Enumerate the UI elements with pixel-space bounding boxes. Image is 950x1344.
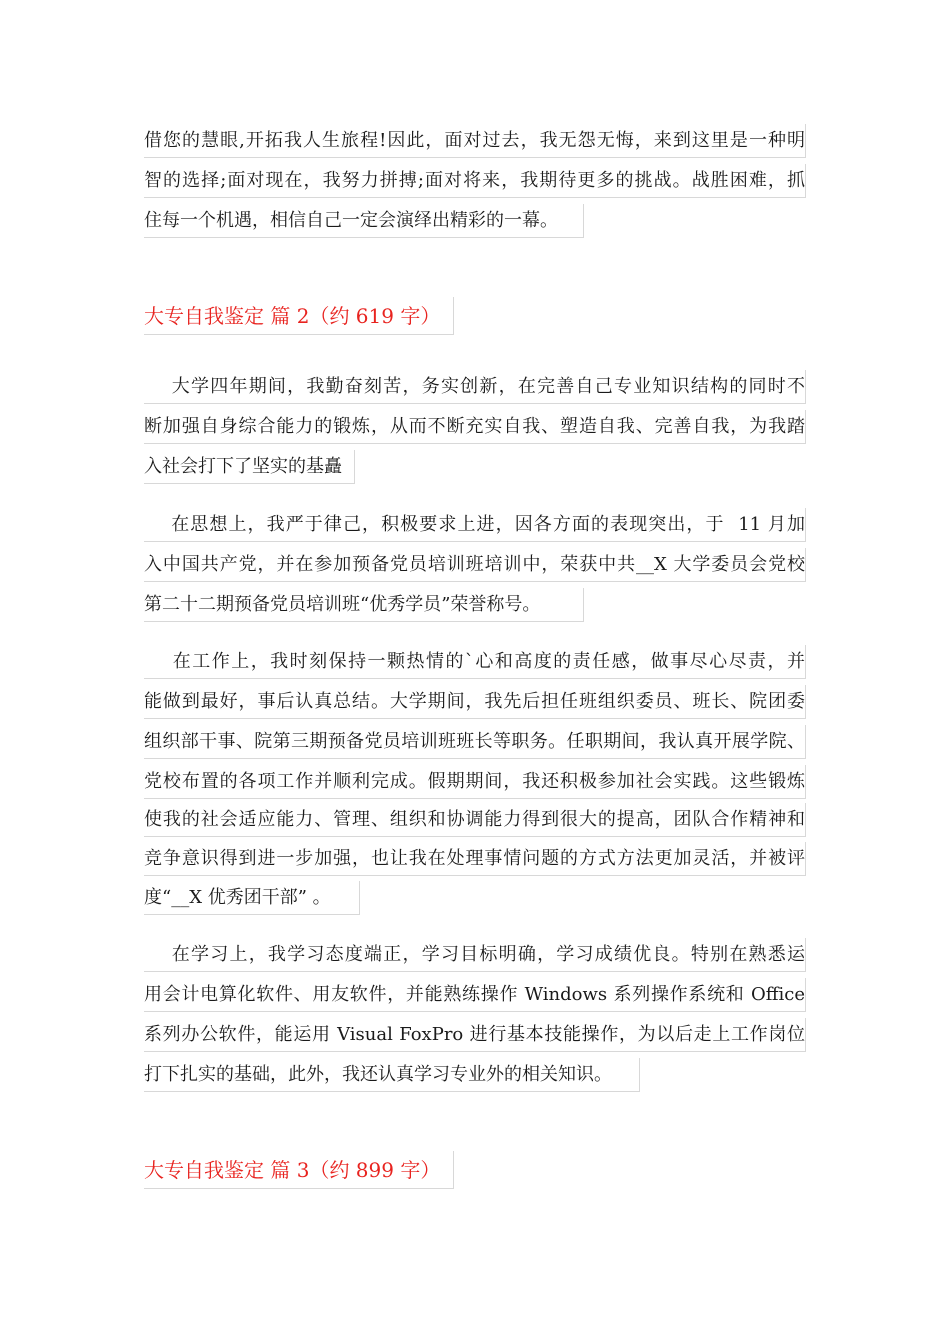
paragraph-line: 在学习上，我学习态度端正，学习目标明确，学习成绩优良。特别在熟悉运: [144, 938, 806, 972]
paragraph-line: 组织部干事、院第三期预备党员培训班班长等职务。任职期间，我认真开展学院、: [144, 725, 806, 759]
paragraph-line: 在思想上，我严于律己，积极要求上进，因各方面的表现突出，于 11 月加: [144, 508, 806, 542]
paragraph-line: 入中国共产党，并在参加预备党员培训班培训中，荣获中共__X 大学委员会党校: [144, 548, 806, 582]
paragraph-line: 用会计电算化软件、用友软件，并能熟练操作 Windows 系列操作系统和 Office: [144, 978, 806, 1012]
paragraph-line: 在工作上，我时刻保持一颗热情的`心和高度的责任感，做事尽心尽责，并: [144, 645, 806, 679]
paragraph-line: 智的选择;面对现在，我努力拼搏;面对将来，我期待更多的挑战。战胜困难，抓: [144, 164, 806, 198]
paragraph-line: 入社会打下了坚实的基矗: [144, 450, 355, 484]
paragraph-line: 大学四年期间，我勤奋刻苦，务实创新，在完善自己专业知识结构的同时不: [144, 370, 806, 404]
paragraph-line: 度“__X 优秀团干部” 。: [144, 881, 360, 915]
paragraph-line: 党校布置的各项工作并顺利完成。假期期间，我还积极参加社会实践。这些锻炼: [144, 765, 806, 799]
paragraph-line: 借您的慧眼,开拓我人生旅程!因此，面对过去，我无怨无悔，来到这里是一种明: [144, 124, 806, 158]
paragraph-line: 断加强自身综合能力的锻炼，从而不断充实自我、塑造自我、完善自我，为我踏: [144, 410, 806, 444]
section-heading: 大专自我鉴定 篇 2（约 619 字）: [144, 297, 454, 335]
paragraph-line: 能做到最好，事后认真总结。大学期间，我先后担任班组织委员、班长、院团委: [144, 685, 806, 719]
paragraph-line: 竞争意识得到进一步加强，也让我在处理事情问题的方式方法更加灵活，并被评: [144, 842, 806, 876]
paragraph-line: 打下扎实的基础，此外，我还认真学习专业外的相关知识。: [144, 1058, 640, 1092]
section-heading: 大专自我鉴定 篇 3（约 899 字）: [144, 1151, 454, 1189]
paragraph-line: 使我的社会适应能力、管理、组织和协调能力得到很大的提高，团队合作精神和: [144, 803, 806, 837]
paragraph-line: 住每一个机遇，相信自己一定会演绎出精彩的一幕。: [144, 204, 584, 238]
paragraph-line: 第二十二期预备党员培训班“优秀学员”荣誉称号。: [144, 588, 584, 622]
paragraph-line: 系列办公软件，能运用 Visual FoxPro 进行基本技能操作，为以后走上工作岗位: [144, 1018, 806, 1052]
